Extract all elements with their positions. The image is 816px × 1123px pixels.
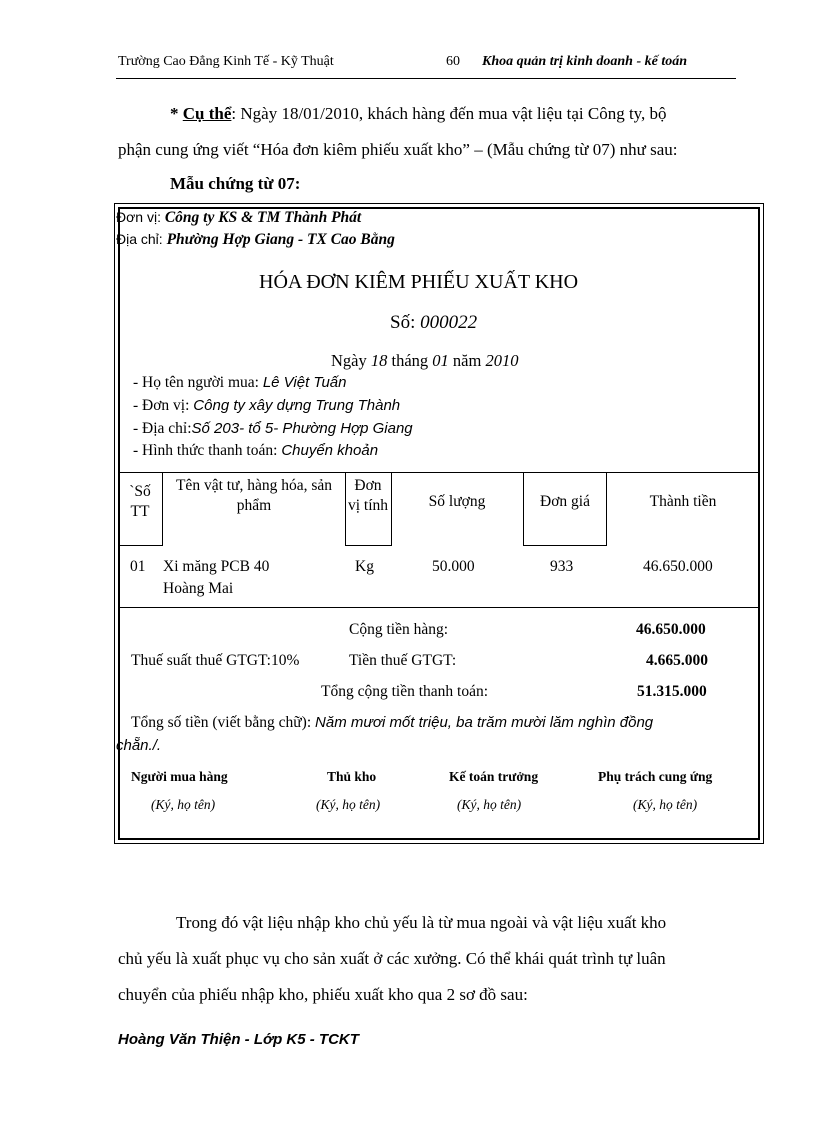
- date-thang-label: tháng: [391, 351, 429, 370]
- col-header-amount: Thành tiền: [649, 493, 717, 510]
- grand-total-value: 51.315.000: [637, 683, 707, 700]
- vat-value: 4.665.000: [646, 652, 708, 669]
- buyer-unit-row: [133, 397, 400, 415]
- amount-words-label: Tổng số tiền (viết bằng chữ):: [131, 714, 312, 731]
- table-header-bottom-a: [118, 545, 162, 546]
- payment-label: - Hình thức thanh toán:: [133, 442, 278, 459]
- sig-chief-accountant-note: (Ký, họ tên): [457, 797, 522, 812]
- invoice-address: [116, 231, 395, 249]
- table-header-bottom-c: [523, 545, 607, 546]
- invoice-number-value: 000022: [420, 312, 478, 333]
- vat-label: Tiền thuế GTGT:: [349, 652, 457, 669]
- payment-value: Chuyển khoản: [281, 442, 379, 459]
- buyer-name-label: - Họ tên người mua:: [133, 374, 259, 391]
- buyer-unit-value: Công ty xây dựng Trung Thành: [193, 397, 401, 414]
- date-nam-label: năm: [452, 351, 482, 370]
- footer-author: Hoàng Văn Thiện - Lớp K5 - TCKT: [118, 1031, 359, 1048]
- invoice-address-label: Địa chỉ:: [116, 231, 163, 247]
- row-name-line1: Xi măng PCB 40: [163, 558, 270, 575]
- payment-row: [133, 442, 378, 460]
- sig-storekeeper-note: (Ký, họ tên): [316, 797, 381, 812]
- table-top-line: [118, 472, 760, 473]
- amount-words-value-1: Năm mươi mốt triệu, ba trăm mười lăm nghìn đồng: [315, 714, 654, 731]
- sig-buyer-role: Người mua hàng: [131, 769, 228, 784]
- table-col-line-2: [345, 472, 346, 546]
- buyer-name-row: [133, 374, 346, 392]
- sig-buyer-note: (Ký, họ tên): [151, 797, 216, 812]
- invoice-title: HÓA ĐƠN KIÊM PHIẾU XUẤT KHO: [259, 271, 579, 293]
- buyer-unit-label: - Đơn vị:: [133, 397, 190, 414]
- col-header-unit: Đơn vị tính: [347, 477, 389, 514]
- sample-title: Mẫu chứng từ 07:: [170, 174, 301, 193]
- invoice-unit-label: Đơn vị:: [116, 209, 161, 225]
- date-year: 2010: [485, 351, 519, 370]
- col-header-qty: Số lượng: [428, 493, 486, 510]
- row-amount: 46.650.000: [643, 558, 713, 575]
- intro-label: Cụ thể: [182, 104, 232, 123]
- subtotal-value: 46.650.000: [636, 621, 706, 638]
- invoice-unit-value: Công ty KS & TM Thành Phát: [164, 209, 362, 226]
- row-unit: Kg: [355, 558, 374, 575]
- sig-supply-manager-note: (Ký, họ tên): [633, 797, 698, 812]
- intro-line-1: [170, 104, 667, 124]
- page-number: 60: [446, 54, 460, 69]
- col-header-name: Tên vật tư, hàng hóa, sản phẩm: [175, 477, 333, 514]
- amount-words-row: [131, 714, 653, 732]
- row-qty: 50.000: [432, 558, 475, 575]
- invoice-unit: [116, 209, 361, 227]
- row-name-line2: Hoàng Mai: [163, 580, 234, 597]
- intro-line1-rest: : Ngày 18/01/2010, khách hàng đến mua vật liệu tại Công ty, bộ: [231, 104, 667, 123]
- grand-total-label: Tổng cộng tiền thanh toán:: [321, 683, 489, 700]
- vat-rate-label: Thuế suất thuế GTGT:10%: [131, 652, 300, 669]
- intro-star: *: [170, 104, 179, 123]
- body-line-3: chuyển của phiếu nhập kho, phiếu xuất kho qua 2 sơ đồ sau:: [118, 985, 528, 1004]
- sig-chief-accountant-role: Kế toán trưởng: [449, 769, 539, 784]
- header-rule: [116, 78, 736, 79]
- col-header-stt: `Số TT: [129, 483, 151, 520]
- body-line-2: chủ yếu là xuất phục vụ cho sản xuất ở các xưởng. Có thể khái quát trình tự luân: [118, 949, 666, 968]
- buyer-name-value: Lê Việt Tuấn: [262, 374, 347, 391]
- intro-line-2: phận cung ứng viết “Hóa đơn kiêm phiếu xuất kho” – (Mẫu chứng từ 07) như sau:: [118, 140, 678, 159]
- sig-storekeeper-role: Thủ kho: [327, 769, 377, 784]
- invoice-address-value: Phường Hợp Giang - TX Cao Bằng: [166, 231, 395, 248]
- sig-supply-manager-role: Phụ trách cung ứng: [598, 769, 713, 784]
- table-header-bottom-b: [345, 545, 392, 546]
- amount-words-value-2: chẵn./.: [116, 737, 162, 754]
- invoice-number: [390, 312, 477, 334]
- body-line-1: Trong đó vật liệu nhập kho chủ yếu là từ mua ngoài và vật liệu xuất kho: [176, 913, 667, 932]
- date-month: 01: [432, 351, 449, 370]
- table-bottom-line: [118, 607, 760, 608]
- subtotal-label: Cộng tiền hàng:: [349, 621, 449, 638]
- header-school: Trường Cao Đẳng Kinh Tế - Kỹ Thuật: [118, 54, 334, 69]
- header-faculty: Khoa quản trị kinh doanh - kế toán: [482, 54, 688, 69]
- invoice-date: [331, 351, 518, 371]
- buyer-address-value: Số 203- tổ 5- Phường Hợp Giang: [191, 420, 413, 437]
- table-col-line-1: [162, 472, 163, 546]
- invoice-number-label: Số:: [390, 312, 416, 333]
- col-header-price: Đơn giá: [540, 493, 590, 510]
- row-stt: 01: [130, 558, 146, 575]
- row-price: 933: [550, 558, 574, 575]
- date-ngay-label: Ngày: [331, 351, 367, 370]
- buyer-address-label: - Địa chỉ:: [133, 420, 192, 437]
- invoice-frame: [118, 207, 760, 840]
- date-day: 18: [370, 351, 388, 370]
- buyer-address-row: [133, 420, 413, 438]
